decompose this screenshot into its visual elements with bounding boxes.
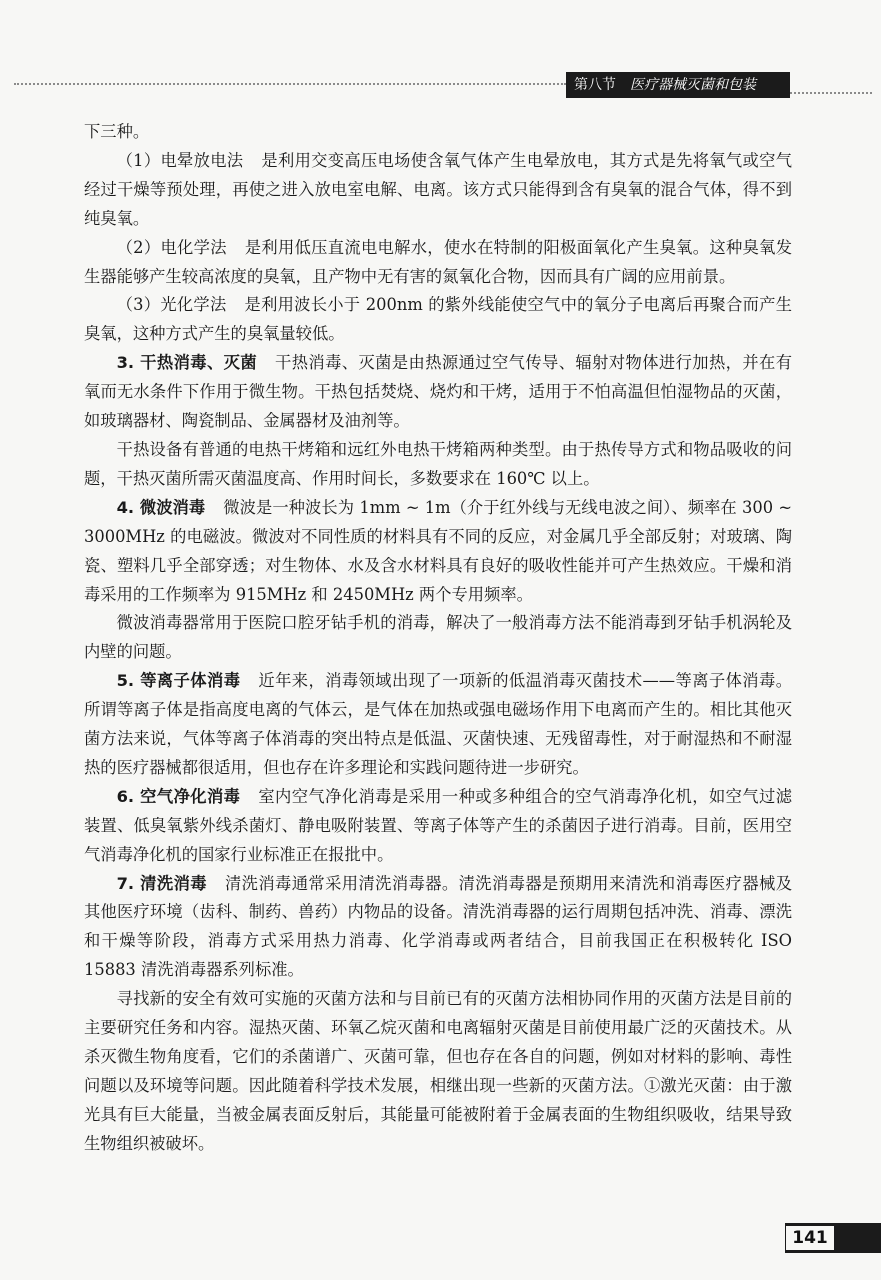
heading-paragraph [84, 783, 792, 870]
paragraph-text: 室内空气净化消毒是采用一种或多种组合的空气消毒净化机，如空气过滤装置、低臭氧紫外线杀菌灯、静电吸附装置、等离子体等产生的杀菌因子进行消毒。目前，医用空气消毒净化机的国家行业标准正在报批中。 [84, 786, 792, 864]
subsection-paragraph [84, 147, 792, 234]
section-heading: 4. 微波消毒 [116, 497, 206, 517]
paragraph-continuation [84, 118, 792, 147]
subsection-paragraph [84, 291, 792, 349]
section-heading: 5. 等离子体消毒 [116, 671, 241, 691]
running-header [566, 72, 790, 98]
paragraph-text: 近年来，消毒领域出现了一项新的低温消毒灭菌技术——等离子体消毒。所谓等离子体是指高度电离的气体云，是气体在加热或强电磁场作用下电离而产生的。相比其他灭菌方法来说，气体等离子体消毒的突出特点是低温、灭菌快速、无残留毒性，对于耐湿热和不耐湿热的医疗器械都很适用，但也存在许多理论和实践问题待进一步研究。 [84, 671, 792, 777]
heading-paragraph [84, 494, 792, 610]
section-title: 医疗器械灭菌和包装 [630, 77, 756, 93]
paragraph-text: 是利用交变高压电场使含氧气体产生电晕放电，其方式是先将氧气或空气经过干燥等预处理，再使之进入放电室电解、电离。该方式只能得到含有臭氧的混合气体，得不到纯臭氧。 [84, 150, 792, 228]
paragraph-text: 是利用低压直流电电解水，使水在特制的阳极面氧化产生臭氧。这种臭氧发生器能够产生较高浓度的臭氧，且产物中无有害的氮氧化合物，因而具有广阔的应用前景。 [84, 237, 792, 286]
paragraph-text: 寻找新的安全有效可实施的灭菌方法和与目前已有的灭菌方法相协同作用的灭菌方法是目前的主要研究任务和内容。湿热灭菌、环氧乙烷灭菌和电离辐射灭菌是目前使用最广泛的灭菌技术。从杀灭微生物角度看，它们的杀菌谱广、灭菌可靠，但也存在各自的问题，例如对材料的影响、毒性问题以及环境等问题。因此随着科学技术发展，相继出现一些新的灭菌方法。①激光灭菌：由于激光具有巨大能量，当被金属表面反射后，其能量可能被附着于金属表面的生物组织吸收，结果导致生物组织被破坏。 [84, 989, 792, 1153]
subsection-label: （2）电化学法 [116, 237, 227, 257]
section-heading: 6. 空气净化消毒 [116, 786, 241, 806]
section-number: 第八节 [574, 77, 616, 93]
body-paragraph [84, 985, 792, 1158]
subsection-label: （1）电晕放电法 [116, 150, 244, 170]
subsection-label: （3）光化学法 [116, 295, 227, 315]
paragraph-text: 干热设备有普通的电热干烤箱和远红外电热干烤箱两种类型。由于热传导方式和物品吸收的问题，干热灭菌所需灭菌温度高、作用时间长，多数要求在 160℃ 以上。 [84, 439, 792, 488]
header-dotted-rule [14, 83, 566, 85]
paragraph-text: 干热消毒、灭菌是由热源通过空气传导、辐射对物体进行加热，并在有氧而无水条件下作用于微生物。干热包括焚烧、烧灼和干烤，适用于不怕高温但怕湿物品的灭菌，如玻璃器材、陶瓷制品、金属器材及油剂等。 [84, 353, 792, 431]
page-number: 141 [785, 1225, 835, 1251]
paragraph-text: 清洗消毒通常采用清洗消毒器。清洗消毒器是预期用来清洗和消毒医疗器械及其他医疗环境（齿科、制药、兽药）内物品的设备。清洗消毒器的运行周期包括冲洗、消毒、漂洗和干燥等阶段，消毒方式采用热力消毒、化学消毒或两者结合，目前我国正在积极转化 ISO 15883 清洗消毒器系列标准。 [84, 873, 792, 980]
paragraph-text: 微波消毒器常用于医院口腔牙钻手机的消毒，解决了一般消毒方法不能消毒到牙钻手机涡轮及内壁的问题。 [84, 613, 792, 662]
subsection-paragraph [84, 234, 792, 292]
body-paragraph [84, 609, 792, 667]
body-text [84, 118, 792, 1159]
body-paragraph [84, 436, 792, 494]
paragraph-text: 微波是一种波长为 1mm ~ 1m（介于红外线与无线电波之间）、频率在 300 ~ 3000MHz 的电磁波。微波对不同性质的材料具有不同的反应，对金属几乎全部反射；对玻璃、陶瓷、塑料几乎全部穿透；对生物体、水及含水材料具有良好的吸收性能并可产生热效应。干燥和消毒采用的工作频率为 915MHz 和 2450MHz 两个专用频率。 [84, 497, 792, 604]
header-dotted-rule-right [790, 92, 872, 94]
heading-paragraph [84, 870, 792, 986]
heading-paragraph [84, 349, 792, 436]
paragraph-text: 下三种。 [84, 122, 150, 141]
heading-paragraph [84, 667, 792, 783]
section-heading: 3. 干热消毒、灭菌 [116, 353, 258, 373]
section-heading: 7. 清洗消毒 [116, 873, 207, 893]
paragraph-text: 是利用波长小于 200nm 的紫外线能使空气中的氧分子电离后再聚合而产生臭氧，这种方式产生的臭氧量较低。 [84, 295, 793, 344]
